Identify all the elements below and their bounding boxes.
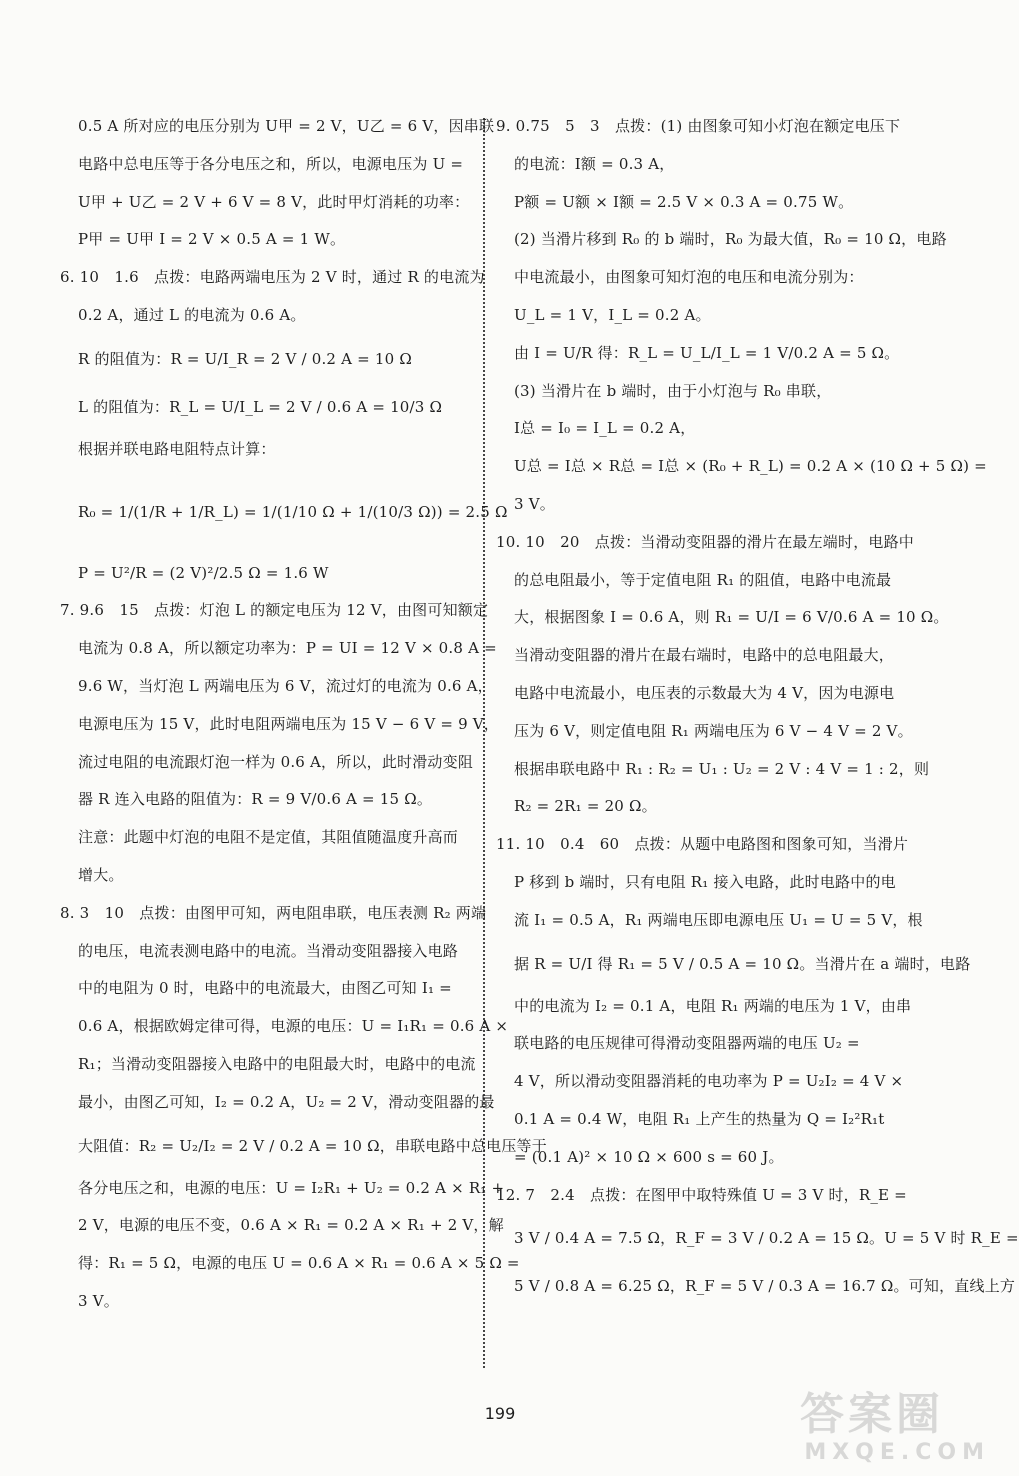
right-column xyxy=(496,108,1019,1310)
text-line: P额 = U额 × I额 = 2.5 V × 0.3 A = 0.75 W。 xyxy=(514,192,854,211)
text-line: 各分电压之和，电源的电压：U = I₂R₁ + U₂ = 0.2 A × R₁ + xyxy=(78,1178,505,1197)
text-line: 9.6 W，当灯泡 L 两端电压为 6 V，流过灯的电流为 0.6 A， xyxy=(78,676,493,695)
text-line: I总 = I₀ = I_L = 0.2 A， xyxy=(514,419,696,438)
text-line: 中电流最小，由图象可知灯泡的电压和电流分别为： xyxy=(514,268,864,287)
text-line: 电路中总电压等于各分电压之和，所以，电源电压为 U = xyxy=(78,154,464,173)
formula-line: L 的阻值为：R_L = U/I_L = 2 V / 0.6 A = 10/3 Ω xyxy=(78,397,443,416)
text-line: 压为 6 V，则定值电阻 R₁ 两端电压为 6 V − 4 V = 2 V。 xyxy=(514,721,913,740)
text-line: 0.5 A 所对应的电压分别为 U甲 = 2 V，U乙 = 6 V，因串联 xyxy=(78,117,495,135)
text-line: 由 I = U/R 得：R_L = U_L/I_L = 1 V/0.2 A = 5 Ω。 xyxy=(514,343,900,362)
text-line: 的总电阻最小，等于定值电阻 R₁ 的阻值，电路中电流最 xyxy=(514,570,892,589)
text-line: 0.6 A，根据欧姆定律可得，电源的电压：U = I₁R₁ = 0.6 A × xyxy=(78,1017,509,1036)
text-line: 器 R 连入电路的阻值为：R = 9 V/0.6 A = 15 Ω。 xyxy=(78,790,433,809)
text-line: U_L = 1 V，I_L = 0.2 A。 xyxy=(514,305,711,324)
text-line: 大，根据图象 I = 0.6 A，则 R₁ = U/I = 6 V/0.6 A = 10 Ω。 xyxy=(514,608,949,627)
text-line: 的电流：I额 = 0.3 A， xyxy=(514,154,675,173)
formula-line: 3 V / 0.4 A = 7.5 Ω，R_F = 3 V / 0.2 A = 15 Ω。U = 5 V 时 R_E = xyxy=(514,1229,1019,1248)
watermark-logo xyxy=(800,1390,990,1470)
text-line: 电路中电流最小，电压表的示数最大为 4 V，因为电源电 xyxy=(514,683,895,702)
text-line: 中的电流为 I₂ = 0.1 A，电阻 R₁ 两端的电压为 1 V，由串 xyxy=(514,996,912,1015)
text-line: 电源电压为 15 V，此时电阻两端电压为 15 V − 6 V = 9 V， xyxy=(78,714,500,733)
formula-line: P = U²/R = (2 V)²/2.5 Ω = 1.6 W xyxy=(78,563,329,582)
text-line: 4 V，所以滑动变阻器消耗的电功率为 P = U₂I₂ = 4 V × xyxy=(514,1072,904,1091)
text-line: 0.2 A，通过 L 的电流为 0.6 A。 xyxy=(78,305,306,324)
answer-7-heading: 7. 9.6 15 点拨：灯泡 L 的额定电压为 12 V，由图可知额定 xyxy=(60,601,489,620)
text-line: (2) 当滑片移到 R₀ 的 b 端时，R₀ 为最大值，R₀ = 10 Ω，电路 xyxy=(514,230,947,249)
answer-6-heading: 6. 10 1.6 点拨：电路两端电压为 2 V 时，通过 R 的电流为 xyxy=(60,268,485,287)
text-line: 最小，由图乙可知，I₂ = 0.2 A，U₂ = 2 V，滑动变阻器的最 xyxy=(78,1092,495,1111)
text-line: P甲 = U甲 I = 2 V × 0.5 A = 1 W。 xyxy=(78,230,346,249)
text-line: 3 V。 xyxy=(78,1291,119,1310)
text-line: R₁；当滑动变阻器接入电路中的电阻最大时，电路中的电流 xyxy=(78,1054,476,1073)
text-line: (3) 当滑片在 b 端时，由于小灯泡与 R₀ 串联， xyxy=(514,381,832,400)
answer-11-heading: 11. 10 0.4 60 点拨：从题中电路图和图象可知，当滑片 xyxy=(496,835,909,854)
text-line: 中的电阻为 0 时，电路中的电流最大，由图乙可知 I₁ = xyxy=(78,979,452,998)
text-line: 2 V，电源的电压不变，0.6 A × R₁ = 0.2 A × R₁ + 2 V，解 xyxy=(78,1216,504,1235)
formula-line: 5 V / 0.8 A = 6.25 Ω，R_F = 5 V / 0.3 A = 16.7 Ω。可知，直线上方 xyxy=(514,1277,1016,1296)
text-line: 得：R₁ = 5 Ω，电源的电压 U = 0.6 A × R₁ = 0.6 A × 5 Ω = xyxy=(78,1254,520,1273)
text-line: 根据串联电路中 R₁ : R₂ = U₁ : U₂ = 2 V : 4 V = 1 : 2，则 xyxy=(514,759,930,778)
text-line: 的电压，电流表测电路中的电流。当滑动变阻器接入电路 xyxy=(78,941,459,960)
text-line: 流过电阻的电流跟灯泡一样为 0.6 A，所以，此时滑动变阻 xyxy=(78,752,474,771)
formula-line: R 的阻值为：R = U/I_R = 2 V / 0.2 A = 10 Ω xyxy=(78,349,412,368)
text-line: U甲 + U乙 = 2 V + 6 V = 8 V，此时甲灯消耗的功率： xyxy=(78,192,470,211)
watermark-title: 答案圈 xyxy=(800,1389,944,1440)
text-line: P 移到 b 端时，只有电阻 R₁ 接入电路，此时电路中的电 xyxy=(514,872,896,891)
answer-9-heading: 9. 0.75 5 3 点拨：(1) 由图象可知小灯泡在额定电压下 xyxy=(496,117,901,135)
text-line: R₂ = 2R₁ = 20 Ω。 xyxy=(514,797,657,816)
formula-line: R₀ = 1/(1/R + 1/R_L) = 1/(1/10 Ω + 1/(10/3 Ω)) = 2.5 Ω xyxy=(78,502,508,521)
answer-8-heading: 8. 3 10 点拨：由图甲可知，两电阻串联，电压表测 R₂ 两端 xyxy=(60,903,487,922)
formula-line: 大阻值：R₂ = U₂/I₂ = 2 V / 0.2 A = 10 Ω，串联电路中总电压等于 xyxy=(78,1136,547,1155)
text-line: U总 = I总 × R总 = I总 × (R₀ + R_L) = 0.2 A × (10 Ω + 5 Ω) = xyxy=(514,457,987,476)
page-number: 199 xyxy=(484,1404,516,1423)
text-line: 0.1 A = 0.4 W，电阻 R₁ 上产生的热量为 Q = I₂²R₁t xyxy=(514,1109,885,1128)
answer-12-heading: 12. 7 2.4 点拨：在图甲中取特殊值 U = 3 V 时，R_E = xyxy=(496,1185,907,1204)
text-line: 注意：此题中灯泡的电阻不是定值，其阻值随温度升高而 xyxy=(78,828,459,847)
left-column xyxy=(60,108,547,1321)
text-line: 当滑动变阻器的滑片在最右端时，电路中的总电阻最大， xyxy=(514,646,895,665)
text-line: 流 I₁ = 0.5 A，R₁ 两端电压即电源电压 U₁ = U = 5 V，根 xyxy=(514,910,923,929)
formula-line: 据 R = U/I 得 R₁ = 5 V / 0.5 A = 10 Ω。当滑片在 a 端时，电路 xyxy=(514,954,971,973)
text-line: = (0.1 A)² × 10 Ω × 600 s = 60 J。 xyxy=(514,1147,784,1166)
text-line: 电流为 0.8 A，所以额定功率为：P = UI = 12 V × 0.8 A = xyxy=(78,639,497,658)
text-line: 联电路的电压规律可得滑动变阻器两端的电压 U₂ = xyxy=(514,1034,860,1053)
text-line: 根据并联电路电阻特点计算： xyxy=(78,439,276,458)
text-line: 增大。 xyxy=(78,865,124,884)
answer-10-heading: 10. 10 20 点拨：当滑动变阻器的滑片在最左端时，电路中 xyxy=(496,532,914,551)
text-line: 3 V。 xyxy=(514,494,555,513)
watermark-url: MXQE.COM xyxy=(804,1440,990,1465)
